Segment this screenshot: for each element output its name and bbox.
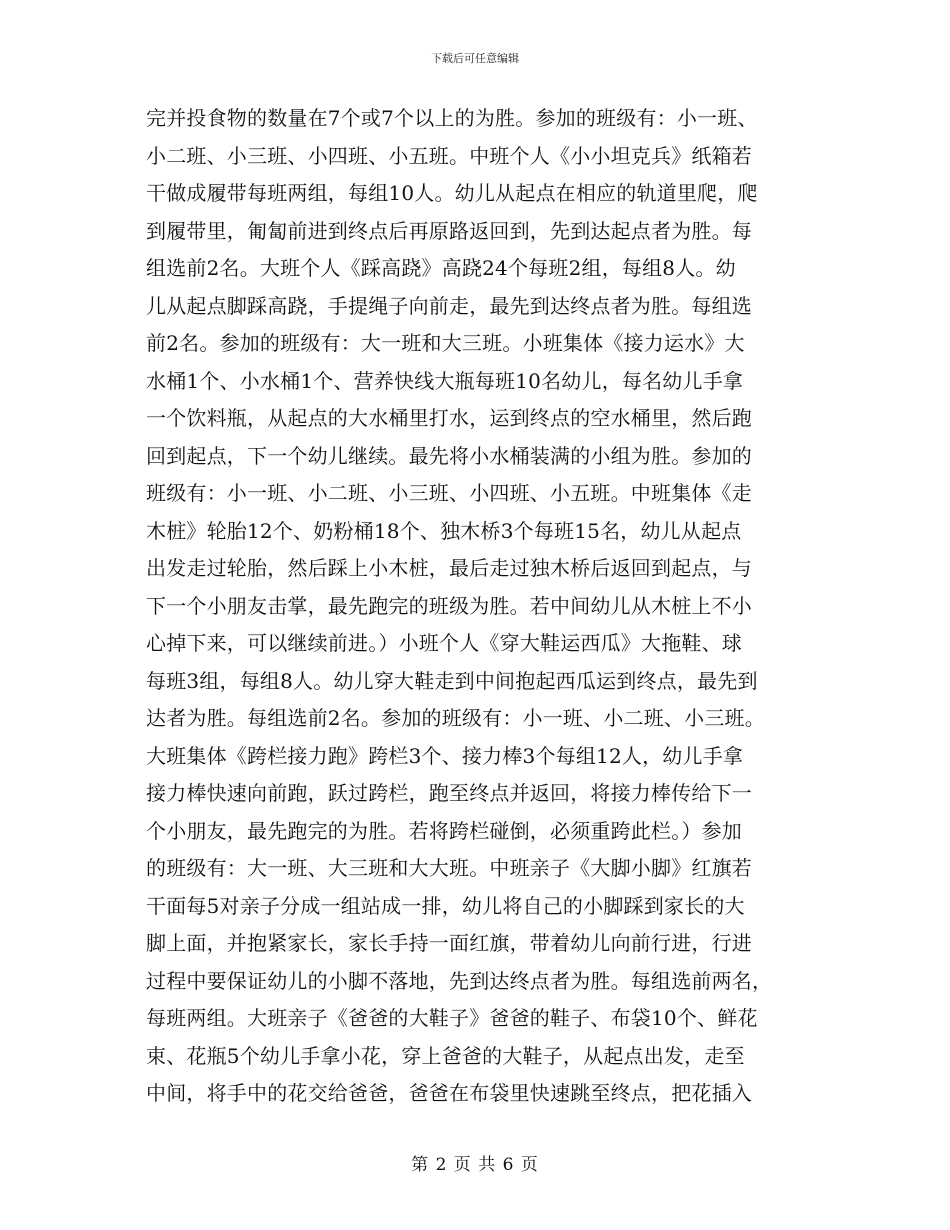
- body-line: 完并投食物的数量在7个或7个以上的为胜。参加的班级有：小一班、: [146, 106, 758, 130]
- document-body: [146, 100, 816, 1113]
- body-line: 束、花瓶5个幼儿手拿小花，穿上爸爸的大鞋子，从起点出发，走至: [146, 1043, 745, 1068]
- body-line: 前2名。参加的班级有：大一班和大三班。小班集体《接力运水》大: [146, 331, 745, 355]
- body-line: 干做成履带每班两组，每组10人。幼儿从起点在相应的轨道里爬，爬: [146, 181, 758, 205]
- body-line: 接力棒快速向前跑，跃过跨栏，跑至终点并返回，将接力棒传给下一: [146, 781, 752, 805]
- body-line: 干面每5对亲子分成一组站成一排，幼儿将自己的小脚踩到家长的大: [146, 893, 745, 918]
- body-line: 木桩》轮胎12个、奶粉桶18个、独木桥3个每班15名，幼儿从起点: [146, 518, 742, 543]
- body-line: 水桶1个、小水桶1个、营养快线大瓶每班10名幼儿，每名幼儿手拿: [146, 368, 744, 393]
- body-line: 脚上面，并抱紧家长，家长手持一面红旗，带着幼儿向前行进，行进: [146, 931, 752, 955]
- body-line: 每班3组，每组8人。幼儿穿大鞋走到中间抱起西瓜运到终点，最先到: [146, 668, 758, 693]
- body-line: 达者为胜。每组选前2名。参加的班级有：小一班、小二班、小三班。: [146, 706, 765, 730]
- body-line: 一个饮料瓶，从起点的大水桶里打水，运到终点的空水桶里，然后跑: [146, 406, 752, 430]
- body-line: 中间，将手中的花交给爸爸，爸爸在布袋里快速跳至终点，把花插入: [146, 1081, 752, 1105]
- body-line: 心掉下来，可以继续前进。）小班个人《穿大鞋运西瓜》大拖鞋、球: [146, 631, 742, 655]
- body-line: 到履带里，匍匐前进到终点后再原路返回到，先到达起点者为胜。每: [146, 218, 752, 243]
- body-line: 个小朋友，最先跑完的为胜。若将跨栏碰倒，必须重跨此栏。）参加: [146, 818, 742, 843]
- page-number-footer: 第 2 页 共 6 页: [411, 1155, 539, 1175]
- body-line: 大班集体《跨栏接力跑》跨栏3个、接力棒3个每组12人，幼儿手拿: [146, 743, 744, 768]
- body-line: 过程中要保证幼儿的小脚不落地，先到达终点者为胜。每组选前两名，: [146, 968, 773, 993]
- body-line: 每班两组。大班亲子《爸爸的大鞋子》爸爸的鞋子、布袋10个、鲜花: [146, 1006, 758, 1030]
- body-line: 班级有：小一班、小二班、小三班、小四班、小五班。中班集体《走: [146, 481, 752, 505]
- page-header: 下载后可任意编辑: [431, 52, 519, 65]
- body-line: 回到起点，下一个幼儿继续。最先将小水桶装满的小组为胜。参加的: [146, 443, 752, 468]
- body-line: 小二班、小三班、小四班、小五班。中班个人《小小坦克兵》纸箱若: [146, 143, 752, 168]
- body-line: 下一个小朋友击掌，最先跑完的班级为胜。若中间幼儿从木桩上不小: [146, 593, 752, 618]
- body-line: 出发走过轮胎，然后踩上小木桩，最后走过独木桥后返回到起点，与: [146, 556, 752, 580]
- body-line: 的班级有：大一班、大三班和大大班。中班亲子《大脚小脚》红旗若: [146, 856, 752, 880]
- body-line: 儿从起点脚踩高跷，手提绳子向前走，最先到达终点者为胜。每组选: [146, 293, 752, 318]
- body-line: 组选前2名。大班个人《踩高跷》高跷24个每班2组，每组8人。幼: [146, 256, 736, 280]
